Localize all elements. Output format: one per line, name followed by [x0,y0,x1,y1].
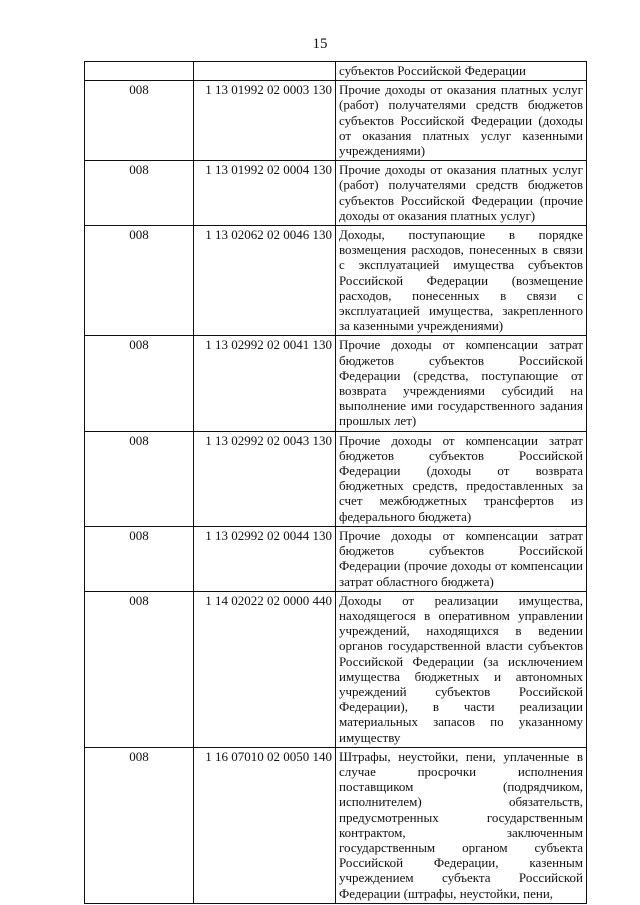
description-line: Российской Федерации (возмещение [339,272,583,288]
description-line: счет межбюджетных трансфертов из [339,493,583,509]
table-row [85,526,587,591]
income-description-cell [336,747,587,903]
description-line: Штрафы, неустойки, пени, уплаченные в [339,748,583,764]
description-line: контрактом, заключенным [339,824,583,840]
admin-code-cell: 008 [85,591,194,747]
income-description-cell [336,62,587,81]
description-line: Федерации (штрафы, неустойки, пени, [339,885,554,901]
description-line: имуществу [339,729,401,745]
table-row [85,62,587,81]
description-line: Федерации (прочие доходы от компенсации [339,558,583,574]
page-number: 15 [312,36,328,52]
table-row [85,81,587,161]
description-line: Прочие доходы от оказания платных услуг [339,162,583,178]
description-line: субъектов Российской Федерации [339,63,526,78]
description-line: Российской Федерации (за исключением [339,653,583,669]
description-line: Прочие доходы от компенсации затрат [339,527,583,543]
description-line: (работ) получателями средств бюджетов [339,97,583,113]
description-line: государственным органом субъекта [339,839,583,855]
description-line: затрат областного бюджета) [339,573,494,589]
table-body [85,62,587,904]
description-line: поставщиком (подрядчиком, [339,779,583,795]
table-row [85,336,587,431]
description-line: Прочие доходы от оказания платных услуг [339,82,583,98]
budget-code-cell: 1 13 02992 02 0044 130 [194,526,336,591]
budget-code-cell: 1 13 01992 02 0004 130 [194,161,336,226]
income-description-cell [336,81,587,161]
description-line: бюджетов субъектов Российской [339,543,583,559]
description-line: бюджетных средств, предоставленных за [339,478,583,494]
budget-code-cell: 1 13 02992 02 0043 130 [194,431,336,526]
description-line: субъектов Российской Федерации (доходы [339,112,583,128]
budget-code-cell: 1 13 01992 02 0003 130 [194,81,336,161]
table-row [85,226,587,336]
table-row [85,431,587,526]
description-line: возврата учреждениями субсидий на [339,383,583,399]
table-row [85,161,587,226]
admin-code-cell: 008 [85,161,194,226]
description-line: за казенными учреждениями) [339,318,504,334]
budget-classification-table [84,61,587,904]
description-line: выполнение ими государственного задания [339,398,583,414]
budget-code-cell: 1 13 02062 02 0046 130 [194,226,336,336]
description-line: Доходы, поступающие в порядке [339,227,583,243]
description-line: исполнителем) обязательств, [339,794,583,810]
description-line: случае просрочки исполнения [339,763,583,779]
description-line: учреждением субъекта Российской [339,870,583,886]
admin-code-cell: 008 [85,336,194,431]
table-row [85,591,587,747]
admin-code-cell: 008 [85,747,194,903]
description-line: находящегося в оперативном управлении [339,607,583,623]
admin-code-cell [85,62,194,81]
income-description-cell [336,526,587,591]
admin-code-cell: 008 [85,226,194,336]
description-line: федерального бюджета) [339,508,472,524]
description-line: учреждений субъектов Российской [339,683,583,699]
budget-code-cell: 1 14 02022 02 0000 440 [194,591,336,747]
description-line: эксплуатацией имущества, закрепленного [339,303,583,319]
description-line: возмещения расходов, понесенных в связи [339,242,583,258]
description-line: от оказания платных услуг казенными [339,127,583,143]
description-line: прошлых лет) [339,413,417,429]
description-line: материальных запасов по указанному [339,714,583,730]
income-description-cell [336,336,587,431]
description-line: Федерации (доходы от возврата [339,463,583,479]
budget-code-cell [194,62,336,81]
description-line: с эксплуатацией имущества субъектов [339,257,583,273]
admin-code-cell: 008 [85,526,194,591]
description-line: (работ) получателями средств бюджетов [339,177,583,193]
description-line: Федерации (средства, поступающие от [339,367,583,383]
description-line: субъектов Российской Федерации (прочие [339,192,583,208]
income-description-cell [336,161,587,226]
description-line: учреждений, находящихся в ведении [339,623,583,639]
income-description-cell [336,431,587,526]
income-description-cell [336,591,587,747]
description-line: бюджетов субъектов Российской [339,447,583,463]
budget-code-cell: 1 13 02992 02 0041 130 [194,336,336,431]
description-line: доходы от оказания платных услуг) [339,207,536,223]
description-line: Федерации), в части реализации [339,699,583,715]
description-line: Российской Федерации, казенным [339,855,583,871]
description-line: имущества бюджетных и автономных [339,668,583,684]
description-line: бюджетов субъектов Российской [339,352,583,368]
table-row [85,747,587,903]
budget-code-cell: 1 16 07010 02 0050 140 [194,747,336,903]
description-line: предусмотренных государственным [339,809,583,825]
description-line: Прочие доходы от компенсации затрат [339,337,583,353]
admin-code-cell: 008 [85,431,194,526]
description-line: Доходы от реализации имущества, [339,592,583,608]
income-description-cell [336,226,587,336]
description-line: органов государственной власти субъектов [339,638,583,654]
description-line: учреждениями) [339,143,426,159]
description-line: расходов, понесенных в связи с [339,287,583,303]
description-line: Прочие доходы от компенсации затрат [339,432,583,448]
admin-code-cell: 008 [85,81,194,161]
